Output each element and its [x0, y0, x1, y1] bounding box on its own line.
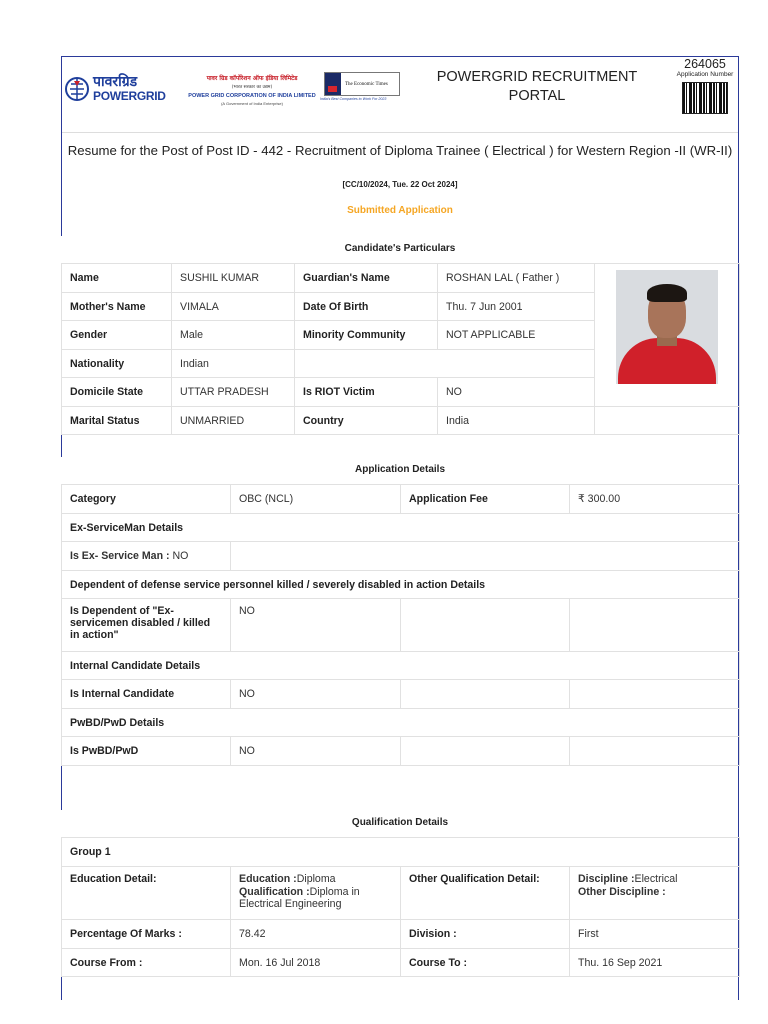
other-discipline-label: Other Discipline :: [578, 885, 666, 898]
education-label: Education :: [239, 873, 297, 885]
powergrid-logo: [64, 75, 166, 102]
qualification-section-title: Qualification Details: [351, 817, 449, 828]
marital-label: Marital Status: [62, 407, 172, 435]
marital-value: UNMARRIED: [172, 407, 295, 435]
application-section-title: Application Details: [354, 464, 445, 475]
dob-label: Date Of Birth: [295, 293, 438, 321]
table-row: [62, 652, 740, 680]
exsm-cell: [62, 542, 231, 571]
discipline-value: Electrical: [634, 873, 678, 885]
course-from-label: Course From :: [62, 949, 231, 977]
course-from-value: Mon. 16 Jul 2018: [231, 949, 401, 977]
dob-value: Thu. 7 Jun 2001: [438, 293, 595, 321]
qualification-value: Diploma in Electrical Engineering: [239, 885, 360, 910]
table-row: [62, 407, 740, 435]
gender-value: Male: [172, 321, 295, 350]
riot-value: NO: [438, 378, 595, 407]
category-value: OBC (NCL): [231, 485, 401, 514]
candidate-section-title: Candidate's Particulars: [344, 243, 456, 254]
education-value: Diploma: [296, 873, 336, 885]
discipline-label: Discipline :: [578, 873, 635, 885]
name-label: Name: [62, 264, 172, 293]
post-title: Resume for the Post of Post ID - 442 - Recruitment of Diploma Trainee ( Electrical ) for Western Region -II (WR-II): [67, 143, 733, 158]
nationality-label: Nationality: [62, 350, 172, 378]
gptw-caption: India's Best Companies to Work For 2023: [320, 97, 387, 101]
name-value: SUSHIL KUMAR: [172, 264, 295, 293]
candidate-particulars-table: [61, 263, 740, 435]
mother-value: VIMALA: [172, 293, 295, 321]
qualification-details-table: [61, 837, 740, 977]
post-reference: [CC/10/2024, Tue. 22 Oct 2024]: [342, 180, 458, 189]
frame-border-left: [61, 435, 62, 457]
fee-label: Application Fee: [401, 485, 570, 514]
internal-value: NO: [231, 680, 401, 709]
table-row: [62, 485, 740, 514]
table-row: [62, 571, 740, 599]
mother-label: Mother's Name: [62, 293, 172, 321]
corporation-english-name: POWER GRID CORPORATION OF INDIA LIMITED: [188, 93, 316, 99]
powergrid-logo-icon: [64, 76, 90, 102]
dependent-heading: Dependent of defense service personnel killed / severely disabled in action Details: [62, 571, 740, 599]
application-details-table: [61, 484, 740, 766]
marks-value: 78.42: [231, 920, 401, 949]
candidate-photo: [616, 270, 718, 384]
minority-label: Minority Community: [295, 321, 438, 350]
domicile-label: Domicile State: [62, 378, 172, 407]
gender-label: Gender: [62, 321, 172, 350]
table-row: [62, 680, 740, 709]
education-detail-cell: [231, 867, 401, 920]
domicile-value: UTTAR PRADESH: [172, 378, 295, 407]
country-label: Country: [295, 407, 438, 435]
course-to-label: Course To :: [401, 949, 570, 977]
table-row: [62, 737, 740, 766]
application-number: 264065: [684, 57, 726, 71]
table-row: [62, 599, 740, 652]
table-row: [62, 542, 740, 571]
logo-english-text: POWERGRID: [93, 89, 166, 103]
application-number-label: Application Number: [676, 71, 734, 78]
category-label: Category: [62, 485, 231, 514]
portal-title: POWERGRID RECRUITMENT PORTAL: [436, 69, 638, 104]
logo-hindi-text: पावरग्रिड: [93, 74, 138, 90]
qualification-label: Qualification :: [239, 885, 310, 898]
other-qualification-label: Other Qualification Detail:: [401, 867, 570, 920]
page-header: [62, 57, 738, 133]
exsm-value: NO: [172, 550, 189, 562]
table-row: [62, 920, 740, 949]
table-row: [62, 949, 740, 977]
dependent-value: NO: [231, 599, 401, 652]
table-row: [62, 264, 740, 293]
education-detail-label: Education Detail:: [62, 867, 231, 920]
table-row: [62, 709, 740, 737]
nationality-value: Indian: [172, 350, 295, 378]
corporation-government-note: (A Government of India Enterprise): [221, 101, 283, 106]
internal-label: Is Internal Candidate: [62, 680, 231, 709]
corporation-name-block: [187, 74, 317, 106]
table-row: [62, 838, 740, 867]
photo-cell: [595, 264, 740, 407]
group-heading: Group 1: [62, 838, 740, 867]
gptw-publisher-text: The Economic Times: [345, 81, 388, 87]
gptw-badge-icon: [325, 73, 341, 95]
division-label: Division :: [401, 920, 570, 949]
guardian-value: ROSHAN LAL ( Father ): [438, 264, 595, 293]
pwbd-value: NO: [231, 737, 401, 766]
discipline-cell: [570, 867, 740, 920]
frame-border-left: [61, 765, 62, 810]
fee-value: ₹ 300.00: [570, 485, 740, 514]
application-status: Submitted Application: [347, 205, 453, 216]
barcode-icon: [682, 82, 728, 114]
exsm-heading: Ex-ServiceMan Details: [62, 514, 740, 542]
riot-label: Is RIOT Victim: [295, 378, 438, 407]
application-number-block: [672, 57, 738, 114]
table-row: [62, 867, 740, 920]
pwbd-heading: PwBD/PwD Details: [62, 709, 740, 737]
course-to-value: Thu. 16 Sep 2021: [570, 949, 740, 977]
internal-heading: Internal Candidate Details: [62, 652, 740, 680]
dependent-label: Is Dependent of "Ex-servicemen disabled / killed in action": [62, 599, 231, 652]
guardian-label: Guardian's Name: [295, 264, 438, 293]
corporation-hindi-name: पावर ग्रिड कॉर्पोरेशन ऑफ इंडिया लिमिटेड: [206, 75, 298, 82]
pwbd-label: Is PwBD/PwD: [62, 737, 231, 766]
corporation-hindi-subtitle: (भारत सरकार का उद्यम): [231, 85, 273, 90]
division-value: First: [570, 920, 740, 949]
exsm-label: Is Ex- Service Man :: [70, 550, 170, 562]
great-place-to-work-badge: [324, 72, 400, 96]
table-row: [62, 514, 740, 542]
frame-border-left: [61, 975, 62, 1000]
minority-value: NOT APPLICABLE: [438, 321, 595, 350]
marks-label: Percentage Of Marks :: [62, 920, 231, 949]
country-value: India: [438, 407, 595, 435]
